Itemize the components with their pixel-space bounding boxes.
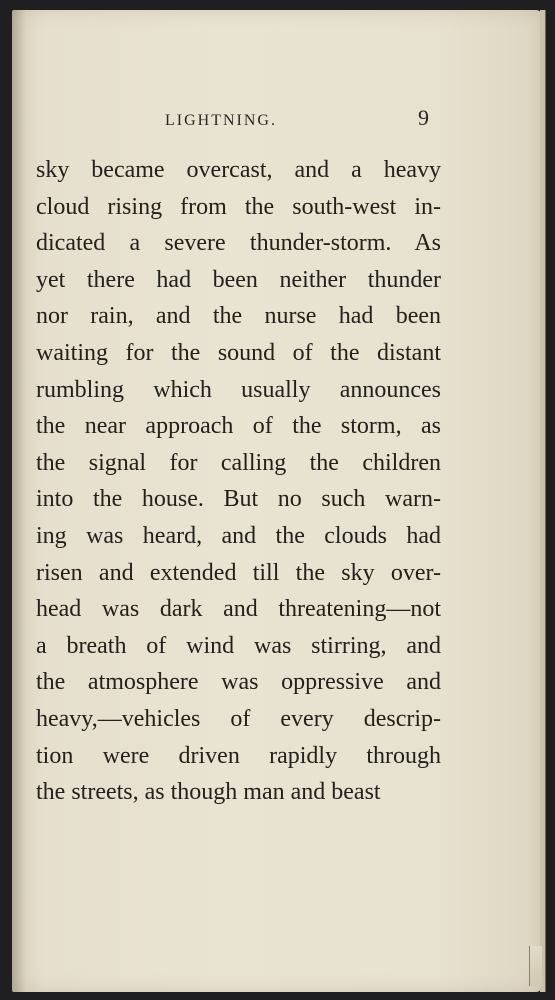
text-line: into the house. But no such warn- [36, 486, 441, 513]
text-line: risen and extended till the sky over- [36, 559, 441, 586]
text-line: the near approach of the storm, as [36, 413, 441, 440]
page-number: 9 [418, 105, 429, 130]
page-corner-fold [529, 946, 542, 986]
text-line: heavy,—vehicles of every descrip- [36, 705, 441, 732]
body-text [36, 152, 441, 811]
text-line: a breath of wind was stirring, and [36, 632, 441, 659]
text-line: cloud rising from the south-west in- [36, 193, 441, 220]
text-line: waiting for the sound of the distant [36, 339, 441, 366]
text-line: yet there had been neither thunder [36, 266, 441, 293]
text-line: ing was heard, and the clouds had [36, 522, 441, 549]
text-line: rumbling which usually announces [36, 376, 441, 403]
text-line: the streets, as though man and beast [36, 779, 381, 806]
text-line: the atmosphere was oppressive and [36, 669, 441, 696]
gutter-shadow [12, 10, 26, 992]
running-header-title: LIGHTNING. [165, 112, 277, 129]
text-line: nor rain, and the nurse had been [36, 303, 441, 330]
page-edge [540, 10, 546, 992]
text-line: head was dark and threatening—not [36, 596, 441, 623]
text-line: the signal for calling the children [36, 449, 441, 476]
text-line: sky became overcast, and a heavy [36, 157, 441, 183]
text-line: dicated a severe thunder-storm. As [36, 230, 441, 257]
text-line: tion were driven rapidly through [36, 742, 441, 769]
